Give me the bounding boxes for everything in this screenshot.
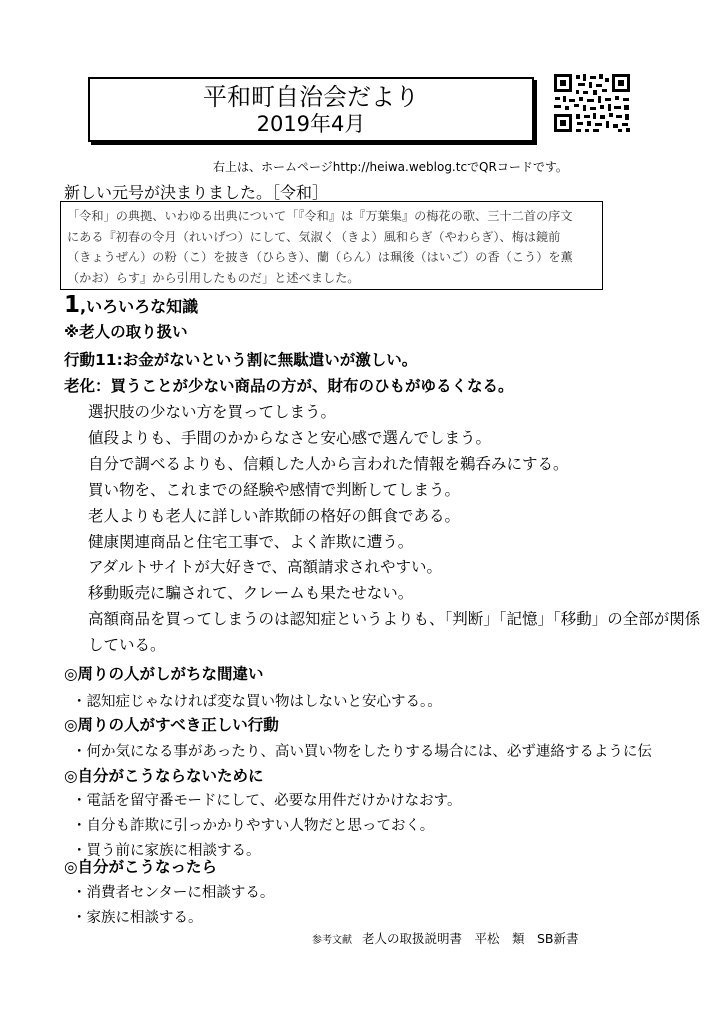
section-number: 1 — [64, 292, 81, 318]
section-title-text: ,いろいろな知識 — [80, 297, 199, 316]
actions-heading: ◎周りの人がすべき正しい行動 — [64, 716, 279, 734]
list-item: アダルトサイトが大好きで、高額請求されやすい。 — [88, 558, 443, 576]
list-item: 移動販売に騙されて、クレームも果たせない。 — [88, 584, 414, 602]
newsletter-title-box — [88, 77, 534, 142]
list-item: 選択肢の少ない方を買ってしまう。 — [88, 403, 337, 421]
list-item: している。 — [88, 636, 166, 654]
aging-heading: 老化：買うことが少ない商品の方が、財布のひもがゆるくなる。 — [64, 377, 514, 395]
era-quote-line: （かお）らす』から引用したものだ」と述べました。 — [67, 270, 360, 285]
qr-note: 右上は、ホームページhttp://heiwa.weblog.tcでQRコードです。 — [213, 160, 568, 174]
action-heading: 行動11:お金がないという割に無駄遣いが激しい。 — [64, 351, 418, 369]
list-item: 自分で調べるよりも、信頼した人から言われた情報を鵜呑みにする。 — [88, 455, 569, 473]
list-item: 値段よりも、手間のかからなさと安心感で選んでしまう。 — [88, 429, 492, 447]
prevention-item: ・買う前に家族に相談する。 — [72, 843, 261, 859]
mistakes-heading: ◎周りの人がしがちな間違い — [64, 665, 264, 683]
if-item: ・消費者センターに相談する。 — [72, 885, 275, 901]
reference — [312, 929, 579, 947]
if-heading: ◎自分がこうなったら — [64, 858, 218, 876]
era-quote-line: （きょうぜん）の粉（こ）を披き（ひらき）、蘭（らん）は珮後（はいご）の香（こう）を薫 — [67, 250, 573, 264]
list-item: 老人よりも老人に詳しい詐欺師の格好の餌食である。 — [88, 507, 461, 525]
era-heading: 新しい元号が決まりました。［令和］ — [64, 183, 329, 202]
reference-text: 老人の取扱説明書 平松 類 SB新書 — [362, 931, 579, 946]
reference-label: 参考文献 — [312, 935, 352, 946]
era-quote-line: 「令和」の典拠、いわゆる出典について「『令和』は『万葉集』の梅花の歌、三十二首の序文 — [67, 209, 573, 223]
section-subtitle: ※老人の取り扱い — [64, 323, 188, 341]
action-item: ・何か気になる事があったり、高い買い物をしたりする場合には、必ず連絡するように伝 — [72, 744, 652, 760]
mistake-item: ・認知症じゃなければ変な買い物はしないと安心する。。 — [72, 694, 442, 710]
newsletter-issue: 2019年4月 — [256, 112, 366, 136]
list-item: 高額商品を買ってしまうのは認知症というよりも、「判断」「記憶」「移動」の全部が関係 — [88, 610, 701, 628]
if-item: ・家族に相談する。 — [72, 910, 203, 926]
prevention-item: ・自分も詐欺に引っかかりやすい人物だと思っておく。 — [72, 818, 435, 834]
prevention-heading: ◎自分がこうならないために — [64, 767, 264, 785]
section-title — [64, 292, 198, 318]
newsletter-title: 平和町自治会だより — [203, 83, 419, 111]
prevention-item: ・電話を留守番モードにして、必要な用件だけかけなおす。 — [72, 793, 462, 809]
list-item: 買い物を、これまでの経験や感情で判断してしまう。 — [88, 481, 461, 499]
list-item: 健康関連商品と住宅工事で、よく詐欺に遭う。 — [88, 533, 414, 551]
era-quote-box — [60, 201, 603, 290]
era-quote-line: にある『初春の令月（れいげつ）にして、気淑く（きよ）風和らぎ（やわらぎ）、梅は鏡前 — [67, 229, 561, 244]
qr-code-icon[interactable] — [552, 72, 632, 134]
